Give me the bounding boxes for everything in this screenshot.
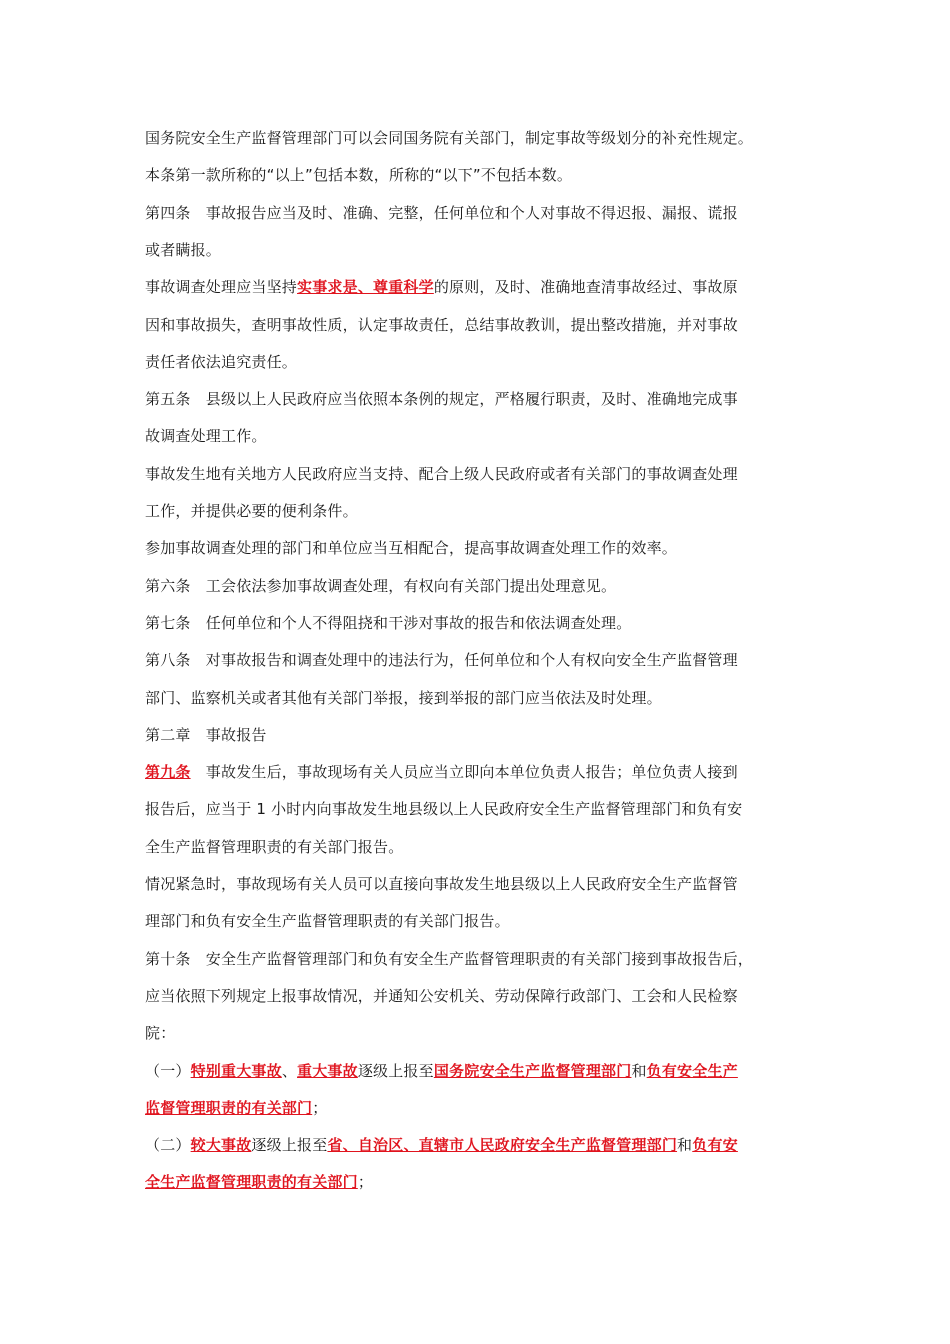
text-line: [145, 464, 738, 484]
text-segment: 全生产监督管理职责的有关部门报告。: [145, 837, 404, 856]
text-segment: 责任者依法追究责任。: [145, 352, 298, 371]
text-segment: 事故发生后，事故现场有关人员应当立即向本单位负责人报告；单位负责人接到: [190, 763, 738, 782]
text-line: [145, 315, 738, 335]
text-line: [145, 352, 297, 372]
text-segment: （二）: [145, 1136, 191, 1155]
text-line: [145, 203, 738, 223]
text-segment: 、: [281, 1061, 298, 1080]
text-line: [145, 650, 738, 670]
text-segment: 参加事故调查处理的部门和单位应当互相配合，提高事故调查处理工作的效率。: [145, 539, 678, 558]
text-segment: （一）: [145, 1061, 191, 1080]
text-line: [145, 799, 742, 819]
text-line: [145, 911, 510, 931]
text-line: [145, 277, 738, 297]
text-segment: 的原则，及时、准确地查清事故经过、事故原: [433, 278, 738, 297]
text-line: [145, 613, 631, 633]
text-segment: 应当依照下列规定上报事故情况，并通知公安机关、劳动保障行政部门、工会和人民检察: [145, 986, 738, 1005]
highlighted-term: 监督管理职责的有关部门: [145, 1098, 313, 1117]
text-segment: 第十条 安全生产监督管理部门和负有安全生产监督管理职责的有关部门接到事故报告后，: [145, 949, 754, 968]
text-line: [145, 837, 403, 857]
text-segment: 事故发生地有关地方人民政府应当支持、配合上级人民政府或者有关部门的事故调查处理: [145, 464, 738, 483]
text-line: [145, 538, 677, 558]
text-segment: ；: [312, 1098, 328, 1117]
text-segment: 第八条 对事故报告和调查处理中的违法行为，任何单位和个人有权向安全生产监督管理: [145, 651, 738, 670]
text-line: [145, 1172, 373, 1192]
text-segment: 第六条 工会依法参加事故调查处理，有权向有关部门提出处理意见。: [145, 576, 617, 595]
text-line: [145, 1023, 175, 1043]
text-segment: 院：: [145, 1024, 176, 1043]
text-line: [145, 1098, 327, 1118]
text-line: [145, 426, 267, 446]
highlighted-term: 省、自治区、直辖市人民政府安全生产监督管理部门: [327, 1136, 678, 1155]
highlighted-term: 全生产监督管理职责的有关部门: [145, 1173, 358, 1192]
text-line: [145, 949, 753, 969]
text-segment: 和: [677, 1136, 693, 1155]
text-segment: 情况紧急时，事故现场有关人员可以直接向事故发生地县级以上人民政府安全生产监督管: [145, 875, 738, 893]
text-segment: 部门、监察机关或者其他有关部门举报，接到举报的部门应当依法及时处理。: [145, 688, 662, 707]
text-segment: 第二章 事故报告: [145, 725, 267, 744]
text-segment: 第五条 县级以上人民政府应当依照本条例的规定，严格履行职责，及时、准确地完成事: [145, 390, 738, 409]
text-line: [145, 240, 221, 260]
text-segment: 第四条 事故报告应当及时、准确、完整，任何单位和个人对事故不得迟报、漏报、谎报: [145, 203, 738, 222]
text-line: [145, 725, 267, 745]
text-segment: 报告后，应当于 1 小时内向事故发生地县级以上人民政府安全生产监督管理部门和负有安: [145, 800, 743, 819]
highlighted-term: 实事求是、尊重科学: [297, 278, 434, 297]
highlighted-term: 第九条: [145, 763, 191, 782]
text-segment: 理部门和负有安全生产监督管理职责的有关部门报告。: [145, 912, 510, 931]
text-line: [145, 576, 616, 596]
highlighted-term: 重大事故: [297, 1061, 358, 1080]
text-segment: 本条第一款所称的“以上”包括本数，所称的“以下”不包括本数。: [145, 166, 573, 185]
text-segment: ；: [357, 1173, 374, 1192]
text-segment: 因和事故损失，查明事故性质，认定事故责任，总结事故教训，提出整改措施，并对事故: [145, 315, 738, 334]
text-line: [145, 688, 662, 708]
text-segment: 逐级上报至: [357, 1061, 434, 1080]
text-line: [145, 165, 572, 185]
text-segment: 和: [631, 1061, 647, 1080]
text-line: [145, 1135, 738, 1155]
text-segment: 工作，并提供必要的便利条件。: [145, 502, 358, 520]
text-line: [145, 1061, 738, 1081]
text-segment: 逐级上报至: [251, 1136, 328, 1155]
highlighted-term: 负有安全生产: [646, 1061, 738, 1080]
highlighted-term: 负有安: [692, 1136, 738, 1155]
highlighted-term: 特别重大事故: [190, 1061, 282, 1080]
text-segment: 或者瞒报。: [145, 240, 222, 259]
text-segment: 国务院安全生产监督管理部门可以会同国务院有关部门，制定事故等级划分的补充性规定。: [145, 129, 754, 147]
text-segment: 事故调查处理应当坚持: [145, 278, 298, 297]
text-line: [145, 762, 738, 782]
text-line: [145, 986, 738, 1006]
highlighted-term: 国务院安全生产监督管理部门: [433, 1061, 632, 1080]
text-segment: 故调查处理工作。: [145, 427, 267, 446]
text-line: [145, 128, 753, 148]
text-line: [145, 501, 358, 521]
text-segment: 第七条 任何单位和个人不得阻挠和干涉对事故的报告和依法调查处理。: [145, 613, 632, 632]
text-line: [145, 389, 738, 409]
highlighted-term: 较大事故: [190, 1136, 252, 1155]
text-line: [145, 874, 738, 894]
